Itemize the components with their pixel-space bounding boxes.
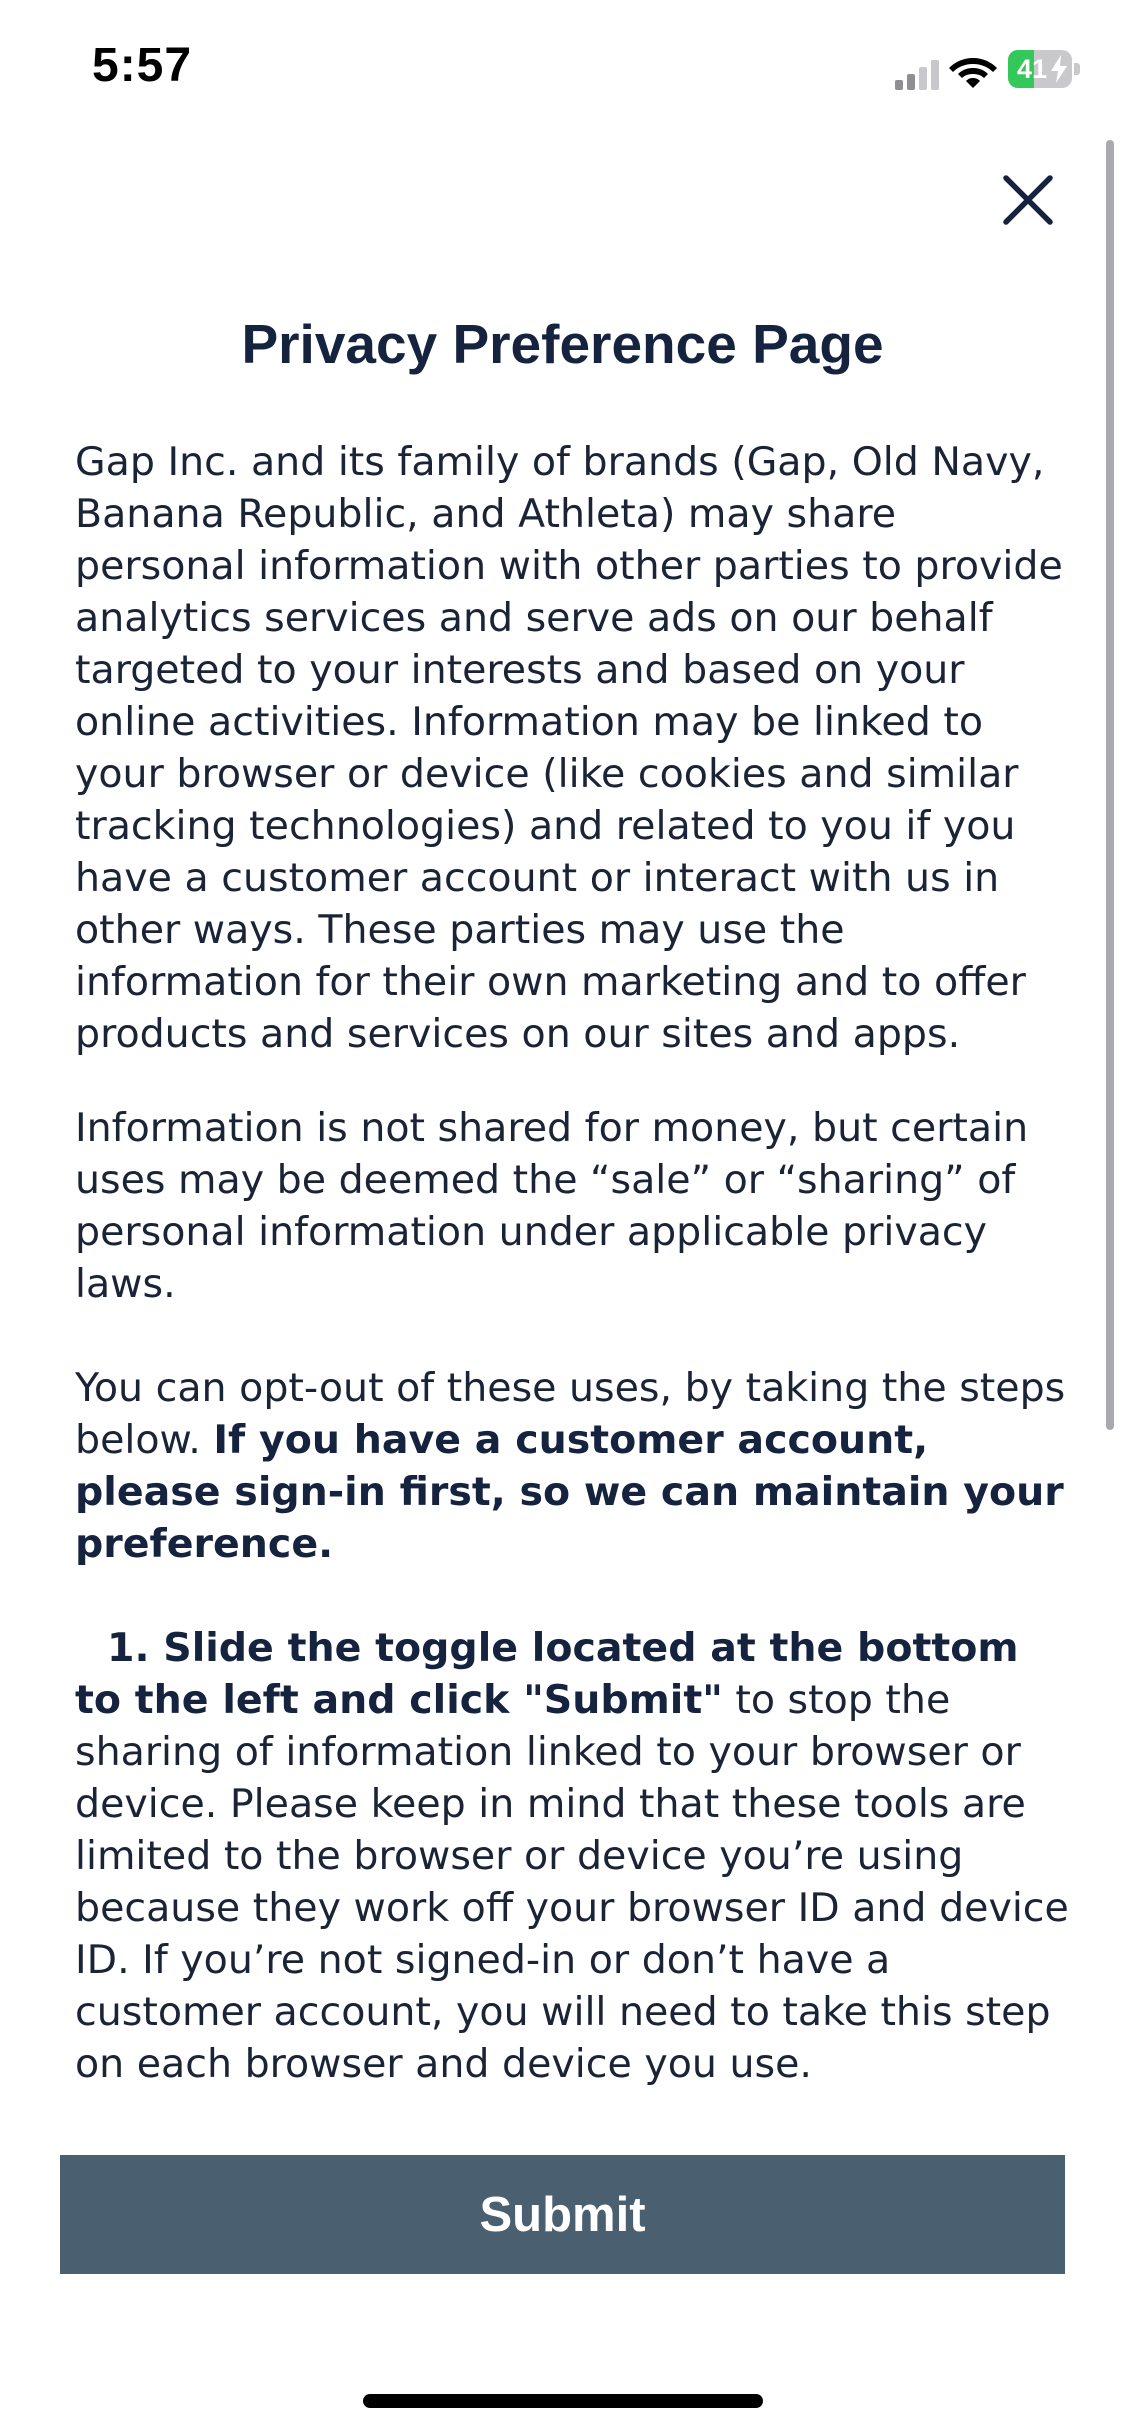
- step-1-paragraph: [75, 1622, 1075, 2090]
- page-title: Privacy Preference Page: [241, 313, 884, 375]
- status-time: 5:57: [92, 39, 193, 92]
- home-indicator: [363, 2394, 763, 2408]
- close-button[interactable]: [990, 162, 1066, 238]
- cellular-signal-icon: [895, 60, 939, 90]
- sale-disclaimer-paragraph: Information is not shared for money, but certain uses may be deemed the “sale” or “sharing” of personal information under applicable privacy laws.: [75, 1105, 1029, 1307]
- opt-out-text: You can opt-out of these uses, by taking the steps below.: [75, 1365, 1066, 1463]
- opt-out-paragraph: [75, 1362, 1075, 1570]
- sign-in-notice: If you have a customer account, please sign-in first, so we can maintain your preference.: [75, 1417, 1064, 1567]
- battery-charging-icon: [1008, 50, 1080, 88]
- step-1-instruction: 1. Slide the toggle located at the bottom to the left and click "Submit": [75, 1625, 1019, 1723]
- bolt-icon: [1050, 55, 1068, 83]
- intro-paragraph: Gap Inc. and its family of brands (Gap, Old Navy, Banana Republic, and Athleta) may share personal information with other parties to provide analytics services and serve ads on our behalf targeted to your interests and based on your online activities. Information may be linked to your browser or device (like cookies and similar tracking technologies) and related to you if you have a customer account or interact with us in other ways. These parties may use the information for their own marketing and to offer products and services on our sites and apps.: [75, 439, 1063, 1057]
- close-icon: [1000, 172, 1056, 228]
- battery-level: 41: [1016, 54, 1048, 84]
- status-bar: [0, 0, 1125, 140]
- submit-button[interactable]: Submit: [60, 2155, 1065, 2274]
- wifi-icon: [948, 50, 998, 88]
- step-1-details: to stop the sharing of information linked to your browser or device. Please keep in mind that these tools are limited to the browser or device you’re using because they work off your browser ID and device ID. If you’re not signed-in or don’t have a customer account, you will need to take this step on each browser and device you use.: [75, 1677, 1069, 2087]
